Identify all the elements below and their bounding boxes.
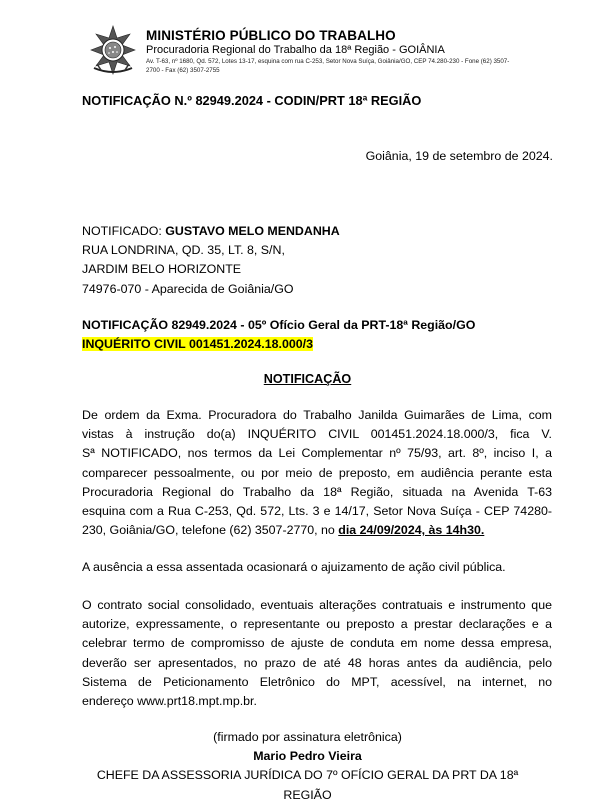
paragraph-2: A ausência a essa assentada ocasionará o ajuizamento de ação civil pública. [82, 560, 506, 574]
paragraph-1-line7-prefix: 230, Goiânia/GO, telefone (62) 3507-2770, no [82, 523, 339, 538]
paragraph-3 [82, 596, 552, 711]
signature-note: (firmado por assinatura eletrônica) [213, 730, 402, 744]
section-heading [0, 372, 615, 386]
signer-name: Mario Pedro Vieira [253, 749, 362, 764]
signer-role-line2: REGIÃO [283, 787, 332, 802]
recipient-district: JARDIM BELO HORIZONTE [82, 262, 242, 277]
paragraph-3-line: celebrar termo de compromisso de ajuste de conduta em nome dessa empresa, [82, 636, 552, 651]
section-heading-text: NOTIFICAÇÃO [263, 372, 352, 386]
paragraph-1-line: Sª NOTIFICADO, nos termos da Lei Complementar nº 75/93, art. 8º, inciso I, a [82, 446, 552, 461]
recipient-street: RUA LONDRINA, QD. 35, LT. 8, S/N, [82, 243, 285, 258]
org-address-line2: 2700 - Fax (62) 3507-2755 [146, 66, 220, 74]
paragraph-3-line: deverão ser apresentados, no prazo de até 48 horas antes da audiência, pelo [82, 655, 552, 670]
signature-block [0, 728, 615, 805]
signer-role-line1: CHEFE DA ASSESSORIA JURÍDICA DO 7º OFÍCIO GERAL DA PRT DA 18ª [96, 768, 519, 783]
hearing-date: dia 24/09/2024, às 14h30. [338, 523, 485, 538]
paragraph-1-line: vistas à instrução do(a) INQUÉRITO CIVIL 001451.2024.18.000/3, fica V. [82, 427, 552, 442]
paragraph-1-line: Procuradoria Regional do Trabalho da 18ª Região, situada na Avenida T-63 [82, 484, 552, 499]
paragraph-3-line: endereço www.prt18.mpt.mp.br. [82, 694, 257, 709]
paragraph-1-line: De ordem da Exma. Procuradora do Trabalho Janilda Guimarães de Lima, com [82, 408, 552, 422]
org-subname: Procuradoria Regional do Trabalho da 18ª Região - GOIÂNIA [146, 44, 445, 56]
paragraph-1 [82, 406, 552, 540]
recipient-postal-city: 74976-070 - Aparecida de Goiânia/GO [82, 281, 294, 296]
paragraph-1-line [82, 521, 552, 540]
paragraph-1-line: esquina com a Rua C-253, Qd. 572, Lts. 3 e 14/17, Setor Nova Suíça - CEP 74280- [82, 504, 552, 519]
recipient-block [82, 222, 340, 299]
date-line: Goiânia, 19 de setembro de 2024. [365, 149, 553, 163]
paragraph-3-line: O contrato social consolidado, eventuais alterações contratuais e instrumento que [82, 598, 552, 612]
org-name: MINISTÉRIO PÚBLICO DO TRABALHO [146, 28, 396, 43]
coat-of-arms-icon [88, 24, 138, 76]
paragraph-3-line: autorize, expressamente, o representante ou preposto a prestar declarações e a [82, 617, 552, 632]
org-address [146, 58, 556, 75]
reference-block [82, 316, 475, 354]
recipient-line [82, 222, 340, 241]
reference-line1: NOTIFICAÇÃO 82949.2024 - 05º Ofício Geral da PRT-18ª Região/GO [82, 318, 476, 332]
recipient-label: NOTIFICADO: [82, 224, 166, 238]
org-address-line1: Av. T-63, nº 1680, Qd. 572, Lotes 13-17, esquina com rua C-253, Setor Nova Suíça, Goiânia/GO, CEP 74.280-230 - Fone (62) 3507- [146, 58, 510, 65]
recipient-name: GUSTAVO MELO MENDANHA [165, 224, 340, 238]
reference-line2-highlighted: INQUÉRITO CIVIL 001451.2024.18.000/3 [82, 337, 313, 352]
paragraph-1-line: comparecer pessoalmente, ou por meio de preposto, em audiência perante esta [82, 465, 552, 480]
notification-title: NOTIFICAÇÃO N.º 82949.2024 - CODIN/PRT 18ª REGIÃO [82, 93, 422, 108]
paragraph-3-line: Sistema de Peticionamento Eletrônico do MPT, acessível, na internet, no [82, 674, 552, 689]
